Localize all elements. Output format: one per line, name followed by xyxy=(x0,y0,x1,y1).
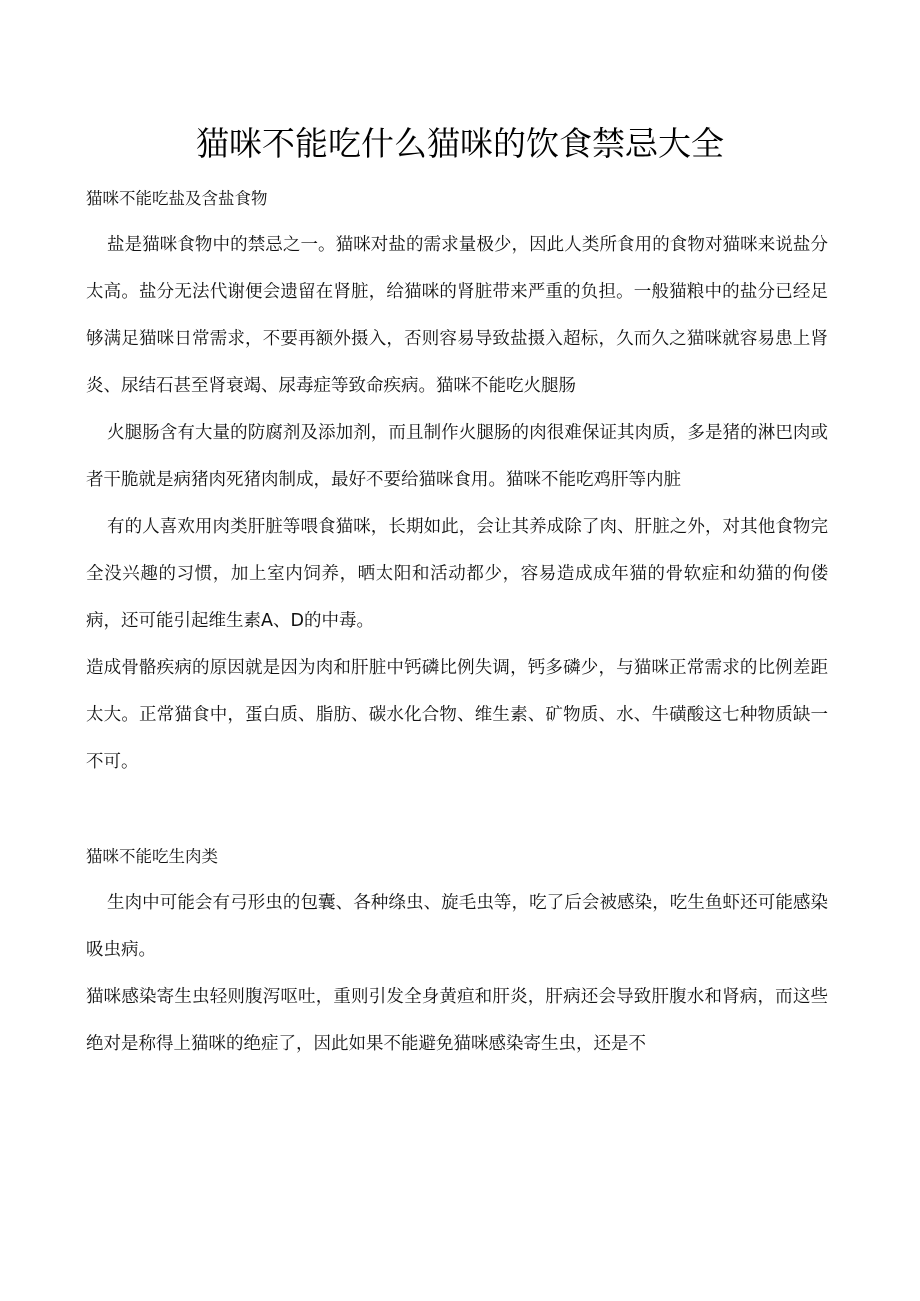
paragraph-salt: 盐是猫咪食物中的禁忌之一。猫咪对盐的需求量极少，因此人类所食用的食物对猫咪来说盐分太高。盐分无法代谢便会遗留在肾脏，给猫咪的肾脏带来严重的负担。一般猫粮中的盐分已经足够满足猫咪日常需求，不要再额外摄入，否则容易导致盐摄入超标，久而久之猫咪就容易患上肾炎、尿结石甚至肾衰竭、尿毒症等致命疾病。猫咪不能吃火腿肠 xyxy=(86,235,828,396)
paragraph-ham-sausage: 火腿肠含有大量的防腐剂及添加剂，而且制作火腿肠的肉很难保证其肉质，多是猪的淋巴肉或者干脆就是病猪肉死猪肉制成，最好不要给猫咪食用。猫咪不能吃鸡肝等内脏 xyxy=(86,423,828,490)
paragraph-raw-meat: 生肉中可能会有弓形虫的包囊、各种绦虫、旋毛虫等，吃了后会被感染，吃生鱼虾还可能感染吸虫病。 xyxy=(86,893,828,960)
vitamin-a-label: A xyxy=(261,611,273,631)
vitamin-d-label: D xyxy=(290,611,304,631)
paragraph-parasites: 猫咪感染寄生虫轻则腹泻呕吐，重则引发全身黄疸和肝炎，肝病还会导致肝腹水和肾病，而这些绝对是称得上猫咪的绝症了，因此如果不能避免猫咪感染寄生虫，还是不 xyxy=(86,987,828,1054)
paragraph-gap xyxy=(86,786,828,833)
vitamin-separator: 、 xyxy=(272,611,291,631)
section-heading-raw-meat: 猫咪不能吃生肉类 xyxy=(86,847,218,866)
page-title: 猫咪不能吃什么猫咪的饮食禁忌大全 xyxy=(196,124,724,163)
section-heading-salt: 猫咪不能吃盐及含盐食物 xyxy=(86,189,268,208)
organ-meat-text-end: 的中毒。 xyxy=(303,611,374,631)
paragraph-organ-meat xyxy=(86,504,828,645)
paragraph-bone-disease: 造成骨骼疾病的原因就是因为肉和肝脏中钙磷比例失调，钙多磷少，与猫咪正常需求的比例差距太大。正常猫食中，蛋白质、脂肪、碳水化合物、维生素、矿物质、水、牛磺酸这七种物质缺一不可。 xyxy=(86,658,828,772)
organ-meat-text: 有的人喜欢用肉类肝脏等喂食猫咪，长期如此，会让其养成除了肉、肝脏之外，对其他食物完全没兴趣的习惯，加上室内饲养，晒太阳和活动都少，容易造成成年猫的骨软症和幼猫的佝偻病，还可能引起维生素 xyxy=(86,517,828,631)
document-body xyxy=(86,175,828,1068)
